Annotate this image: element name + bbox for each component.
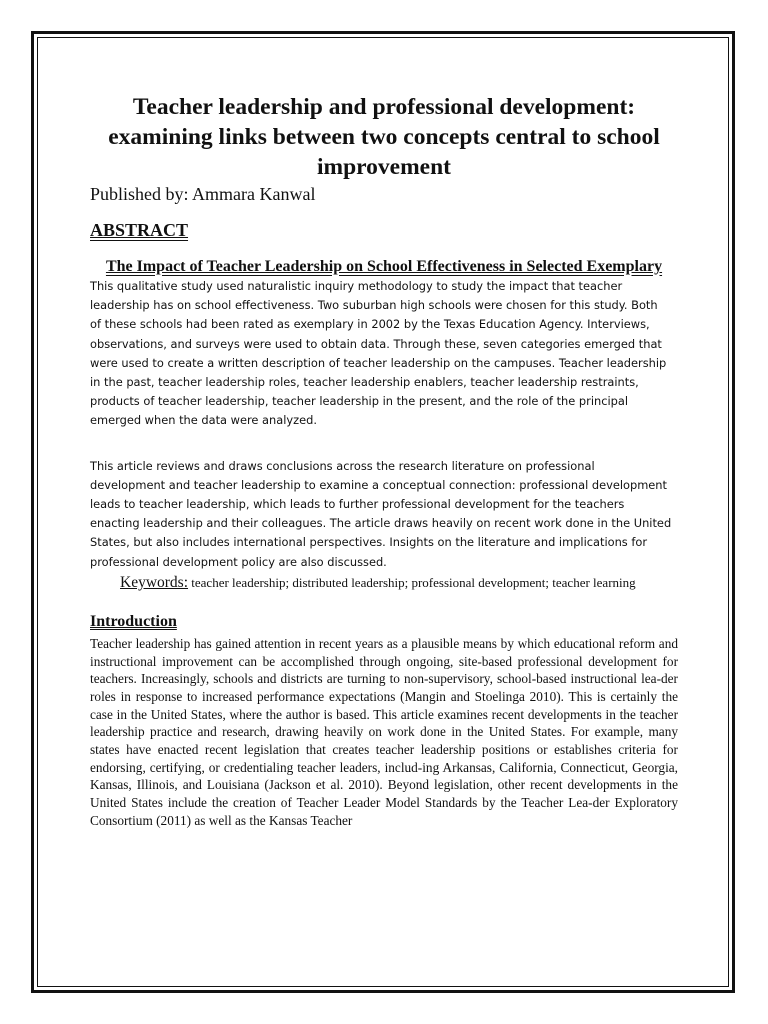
document-title: Teacher leadership and professional development: examining links between two concepts central to school improvement: [108, 94, 660, 180]
introduction-heading: Introduction: [90, 612, 177, 630]
abstract-paragraph-2: This article reviews and draws conclusions across the research literature on professional development and teacher leadership to examine a conceptual connection: professional development leads to teacher leadership, which leads to further professional development for the teachers enacting leadership and their colleagues. The article draws heavily on recent work done in the United States, but also includes international perspectives. Insights on the literature and implications for professional development policy are also discussed.: [90, 458, 672, 569]
keywords-text: teacher leadership; distributed leadership; professional development; teacher learning: [188, 574, 636, 590]
keywords: [120, 575, 678, 591]
author-line: Published by: Ammara Kanwal: [90, 184, 316, 204]
abstract-heading: ABSTRACT: [90, 220, 189, 240]
introduction-paragraph: Teacher leadership has gained attention in recent years as a plausible means by which educational reform and instructional improvement can be accomplished through ongoing, site-based professional development for teachers. Increasingly, schools and districts are turning to non-supervisory, school-based instructional lea-der roles in response to increased performance expectations (Mangin and Stoelinga 2010). This is certainly the case in the United States, where the author is based. This article examines recent developments in the teacher leadership practice and research, drawing heavily on work done in the United States. For example, many states have enacted recent legislation that creates teacher leadership positions or establishes criteria for endorsing, certifying, or credentialing teacher leaders, includ-ing Arkansas, California, Connecticut, Georgia, Kansas, Illinois, and Louisiana (Jackson et al. 2010). Beyond legislation, other recent developments in the United States include the creation of Teacher Leader Model Standards by the Teacher Lea-der Exploratory Consortium (2011) as well as the Kansas Teacher: [90, 635, 678, 828]
abstract-subheading: The Impact of Teacher Leadership on School Effectiveness in Selected Exemplary: [105, 258, 663, 275]
document-content: [90, 92, 678, 830]
abstract-paragraph-1: This qualitative study used naturalistic inquiry methodology to study the impact that teacher leadership has on school effectiveness. Two suburban high schools were chosen for this study. Both of these schools had been rated as exemplary in 2002 by the Texas Education Agency. Interviews, observations, and surveys were used to obtain data. Through these, seven categories emerged that were used to create a written description of teacher leadership on the campuses. Teacher leadership in the past, teacher leadership roles, teacher leadership enablers, teacher leadership restraints, products of teacher leadership, teacher leadership in the present, and the role of the principal emerged when the data were analyzed.: [90, 279, 667, 428]
keywords-label: Keywords:: [120, 573, 189, 591]
